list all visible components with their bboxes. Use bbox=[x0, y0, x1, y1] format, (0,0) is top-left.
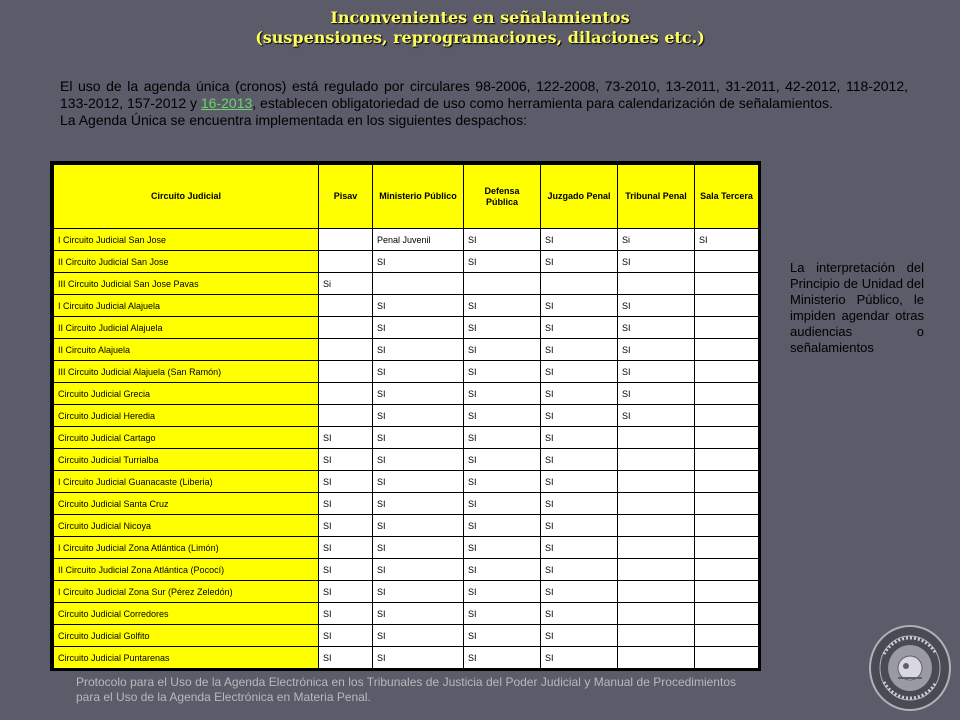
table-cell bbox=[695, 339, 759, 361]
table-row bbox=[54, 449, 759, 471]
column-header: Circuito Judicial bbox=[54, 165, 319, 229]
table-row bbox=[54, 581, 759, 603]
table-cell: SI bbox=[541, 449, 618, 471]
table-cell: SI bbox=[319, 559, 373, 581]
circuito-name-cell: Circuito Judicial Grecia bbox=[54, 383, 319, 405]
table-cell bbox=[618, 515, 695, 537]
table-row bbox=[54, 229, 759, 251]
circuito-name-cell: I Circuito Judicial Alajuela bbox=[54, 295, 319, 317]
table-cell: SI bbox=[373, 317, 464, 339]
ministerio-publico-seal-icon bbox=[868, 624, 952, 712]
table-cell bbox=[695, 317, 759, 339]
table-cell: SI bbox=[464, 383, 541, 405]
table-row bbox=[54, 537, 759, 559]
circuito-name-cell: Circuito Judicial Turrialba bbox=[54, 449, 319, 471]
column-header: Tribunal Penal bbox=[618, 165, 695, 229]
table-cell: SI bbox=[373, 493, 464, 515]
table-cell: SI bbox=[373, 251, 464, 273]
table-cell: SI bbox=[373, 295, 464, 317]
table-cell: SI bbox=[541, 471, 618, 493]
table-cell: SI bbox=[319, 581, 373, 603]
table-cell: SI bbox=[464, 449, 541, 471]
table-cell: SI bbox=[319, 493, 373, 515]
table-cell: SI bbox=[541, 251, 618, 273]
table-cell: SI bbox=[319, 647, 373, 669]
table-cell: Si bbox=[618, 229, 695, 251]
table-cell: SI bbox=[319, 515, 373, 537]
table-row bbox=[54, 515, 759, 537]
table-row bbox=[54, 603, 759, 625]
table-cell bbox=[319, 383, 373, 405]
circuito-name-cell: I Circuito Judicial Guanacaste (Liberia) bbox=[54, 471, 319, 493]
circuito-name-cell: Circuito Judicial Cartago bbox=[54, 427, 319, 449]
table-cell: SI bbox=[373, 603, 464, 625]
intro-line-2: La Agenda Única se encuentra implementada en los siguientes despachos: bbox=[60, 112, 527, 128]
table-cell: SI bbox=[464, 471, 541, 493]
table-cell: SI bbox=[373, 383, 464, 405]
circuito-name-cell: III Circuito Judicial Alajuela (San Ramón) bbox=[54, 361, 319, 383]
table-cell: SI bbox=[373, 537, 464, 559]
table-cell: SI bbox=[618, 251, 695, 273]
table-cell: SI bbox=[319, 427, 373, 449]
table-cell: SI bbox=[541, 493, 618, 515]
table-cell bbox=[695, 559, 759, 581]
circuito-name-cell: Circuito Judicial Nicoya bbox=[54, 515, 319, 537]
circuito-name-cell: III Circuito Judicial San Jose Pavas bbox=[54, 273, 319, 295]
table-cell: SI bbox=[464, 647, 541, 669]
table-cell bbox=[319, 295, 373, 317]
table-row bbox=[54, 405, 759, 427]
table-cell: SI bbox=[319, 537, 373, 559]
table-cell: Penal Juvenil bbox=[373, 229, 464, 251]
table-cell bbox=[618, 537, 695, 559]
table-cell: SI bbox=[373, 559, 464, 581]
table-cell: SI bbox=[464, 361, 541, 383]
table-cell: SI bbox=[541, 427, 618, 449]
table-cell bbox=[695, 493, 759, 515]
intro-line-1 bbox=[60, 78, 908, 112]
table-cell: SI bbox=[464, 625, 541, 647]
table-cell: SI bbox=[541, 647, 618, 669]
table-cell: SI bbox=[373, 405, 464, 427]
table-cell bbox=[618, 493, 695, 515]
table-cell: SI bbox=[464, 317, 541, 339]
table-row bbox=[54, 361, 759, 383]
intro-text-after-link: , establecen obligatoriedad de uso como herramienta para calendarización de señalamientos. bbox=[252, 95, 833, 111]
table-cell: SI bbox=[464, 295, 541, 317]
table-cell bbox=[618, 625, 695, 647]
table-cell: SI bbox=[541, 603, 618, 625]
table-cell: SI bbox=[464, 537, 541, 559]
table-row bbox=[54, 427, 759, 449]
table-cell: SI bbox=[618, 295, 695, 317]
circuito-name-cell: I Circuito Judicial Zona Atlántica (Limón) bbox=[54, 537, 319, 559]
circuito-name-cell: Circuito Judicial Santa Cruz bbox=[54, 493, 319, 515]
table-cell bbox=[695, 603, 759, 625]
table-cell: SI bbox=[373, 471, 464, 493]
table-cell: SI bbox=[464, 427, 541, 449]
table-cell: SI bbox=[373, 581, 464, 603]
table-cell bbox=[695, 515, 759, 537]
column-header: Ministerio Público bbox=[373, 165, 464, 229]
table-cell: SI bbox=[464, 405, 541, 427]
table-cell bbox=[319, 229, 373, 251]
table-cell: SI bbox=[464, 559, 541, 581]
despachos-table bbox=[50, 161, 761, 671]
table-cell bbox=[319, 339, 373, 361]
title-line-1: Inconvenientes en señalamientos bbox=[330, 8, 630, 27]
circuito-name-cell: Circuito Judicial Heredia bbox=[54, 405, 319, 427]
intro-paragraph bbox=[60, 78, 908, 129]
table-cell bbox=[695, 295, 759, 317]
column-header: Defensa Pública bbox=[464, 165, 541, 229]
table-cell: SI bbox=[319, 603, 373, 625]
table-cell bbox=[319, 251, 373, 273]
circuito-name-cell: II Circuito Judicial San Jose bbox=[54, 251, 319, 273]
circuito-name-cell: Circuito Judicial Puntarenas bbox=[54, 647, 319, 669]
slide-title bbox=[0, 8, 960, 48]
circular-16-2013-link[interactable]: 16-2013 bbox=[200, 95, 253, 111]
circuito-name-cell: II Circuito Judicial Zona Atlántica (Pococí) bbox=[54, 559, 319, 581]
table-cell: SI bbox=[541, 229, 618, 251]
table-cell bbox=[618, 427, 695, 449]
table-cell bbox=[695, 427, 759, 449]
table-row bbox=[54, 251, 759, 273]
table-cell: SI bbox=[618, 339, 695, 361]
table-cell bbox=[695, 405, 759, 427]
table-cell: SI bbox=[541, 317, 618, 339]
table-cell: SI bbox=[464, 251, 541, 273]
table-cell: SI bbox=[618, 383, 695, 405]
table-cell: SI bbox=[541, 295, 618, 317]
table-cell: SI bbox=[373, 515, 464, 537]
table-cell: SI bbox=[373, 625, 464, 647]
table-cell: SI bbox=[695, 229, 759, 251]
table-cell bbox=[618, 273, 695, 295]
circuito-name-cell: I Circuito Judicial Zona Sur (Pérez Zeledón) bbox=[54, 581, 319, 603]
table-row bbox=[54, 339, 759, 361]
table-row bbox=[54, 383, 759, 405]
table-cell: SI bbox=[541, 559, 618, 581]
table-cell bbox=[695, 383, 759, 405]
table-cell bbox=[319, 405, 373, 427]
side-note: La interpretación del Principio de Unidad del Ministerio Público, le impiden agendar otras audiencias o señalamientos bbox=[790, 260, 924, 355]
table-cell bbox=[618, 603, 695, 625]
column-header: Juzgado Penal bbox=[541, 165, 618, 229]
table-cell: SI bbox=[541, 383, 618, 405]
table-cell: SI bbox=[618, 405, 695, 427]
table-cell bbox=[695, 537, 759, 559]
table-cell bbox=[618, 581, 695, 603]
table-cell bbox=[541, 273, 618, 295]
column-header: Sala Tercera bbox=[695, 165, 759, 229]
table-cell: SI bbox=[618, 317, 695, 339]
circuito-name-cell: Circuito Judicial Golfito bbox=[54, 625, 319, 647]
table-row bbox=[54, 493, 759, 515]
table-header-row bbox=[54, 165, 759, 229]
table-row bbox=[54, 559, 759, 581]
table-cell: SI bbox=[373, 449, 464, 471]
table-cell bbox=[695, 581, 759, 603]
table-cell: SI bbox=[464, 581, 541, 603]
table-cell bbox=[319, 317, 373, 339]
table-cell: SI bbox=[373, 361, 464, 383]
table-cell: SI bbox=[541, 625, 618, 647]
table-row bbox=[54, 647, 759, 669]
table-cell: SI bbox=[541, 537, 618, 559]
table-cell bbox=[464, 273, 541, 295]
table-cell: SI bbox=[541, 515, 618, 537]
table-cell bbox=[695, 471, 759, 493]
table-cell bbox=[695, 449, 759, 471]
table-cell: SI bbox=[464, 603, 541, 625]
table-cell bbox=[695, 251, 759, 273]
table-row bbox=[54, 471, 759, 493]
table-cell: SI bbox=[541, 361, 618, 383]
table-cell: SI bbox=[464, 229, 541, 251]
table-cell: SI bbox=[319, 449, 373, 471]
table-cell: SI bbox=[319, 471, 373, 493]
table-cell: SI bbox=[373, 647, 464, 669]
table-cell bbox=[695, 361, 759, 383]
table-cell: SI bbox=[373, 339, 464, 361]
table-cell: SI bbox=[618, 361, 695, 383]
table-cell: SI bbox=[464, 339, 541, 361]
table-cell: SI bbox=[464, 493, 541, 515]
table-cell bbox=[373, 273, 464, 295]
column-header: Pisav bbox=[319, 165, 373, 229]
circuito-name-cell: Circuito Judicial Corredores bbox=[54, 603, 319, 625]
table-cell bbox=[618, 559, 695, 581]
table-cell: Si bbox=[319, 273, 373, 295]
table-cell bbox=[618, 449, 695, 471]
table-cell: SI bbox=[541, 405, 618, 427]
circuito-name-cell: I Circuito Judicial San Jose bbox=[54, 229, 319, 251]
table-cell: SI bbox=[319, 625, 373, 647]
table-row bbox=[54, 317, 759, 339]
table-cell: SI bbox=[541, 339, 618, 361]
table-cell: SI bbox=[464, 515, 541, 537]
table-cell: SI bbox=[541, 581, 618, 603]
table-cell bbox=[618, 647, 695, 669]
table-cell bbox=[695, 647, 759, 669]
circuito-name-cell: II Circuito Alajuela bbox=[54, 339, 319, 361]
footer-reference: Protocolo para el Uso de la Agenda Electrónica en los Tribunales de Justicia del Poder Judicial y Manual de Procedimientos para el Uso de la Agenda Electrónica en Materia Penal. bbox=[76, 675, 736, 704]
title-line-2: (suspensiones, reprogramaciones, dilaciones etc.) bbox=[255, 28, 705, 47]
table-row bbox=[54, 273, 759, 295]
table-cell bbox=[695, 625, 759, 647]
table-row bbox=[54, 295, 759, 317]
table-cell bbox=[618, 471, 695, 493]
table-cell bbox=[319, 361, 373, 383]
table-cell: SI bbox=[373, 427, 464, 449]
circuito-name-cell: II Circuito Judicial Alajuela bbox=[54, 317, 319, 339]
table-row bbox=[54, 625, 759, 647]
table-cell bbox=[695, 273, 759, 295]
intro-text-before-link: El uso de la agenda única (cronos) está regulado por circulares 98-2006, 122-2008, 73-2010, 13-2011, 31-2011, 42-2012, 118-2012, 133-2012, 157-2012 y bbox=[60, 78, 908, 111]
